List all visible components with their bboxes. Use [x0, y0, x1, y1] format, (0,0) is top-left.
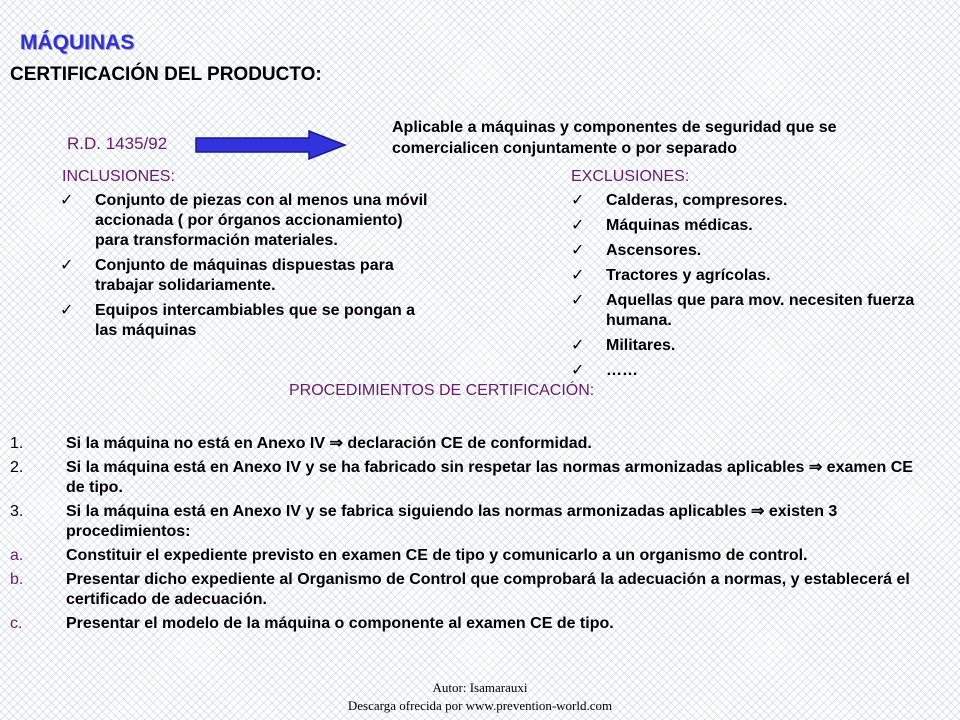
list-item: [571, 241, 956, 261]
list-item-text: Máquinas médicas.: [606, 217, 753, 234]
check-icon: ✓: [571, 337, 585, 354]
exclusions-heading: EXCLUSIONES:: [571, 168, 690, 185]
check-icon: ✓: [571, 292, 585, 309]
check-icon: ✓: [571, 362, 585, 379]
list-item-text: Constituir el expediente previsto en examen CE de tipo y comunicarlo a un organismo de control.: [66, 547, 808, 564]
item-number: 3.: [10, 503, 24, 520]
list-item-text: Tractores y agrícolas.: [606, 267, 771, 284]
check-icon: ✓: [571, 192, 585, 209]
check-icon: ✓: [60, 192, 74, 209]
slide-subtitle: CERTIFICACIÓN DEL PRODUCTO:: [10, 64, 322, 85]
slide-title: MÁQUINAS: [20, 31, 135, 54]
item-letter: a.: [10, 547, 24, 564]
list-item-text: Presentar dicho expediente al Organismo de Control que comprobará la adecuación a normas, y establecerá el certificado de adecuación.: [66, 571, 910, 608]
check-icon: ✓: [60, 257, 74, 274]
item-number: 1.: [10, 435, 24, 452]
exclusions-list: [571, 191, 956, 386]
item-number: 2.: [10, 459, 24, 476]
list-item-text: Ascensores.: [606, 242, 702, 259]
procedures-heading: PROCEDIMIENTOS DE CERTIFICACIÓN:: [289, 382, 595, 399]
inclusions-list: [60, 191, 440, 346]
applicable-text: Aplicable a máquinas y componentes de seguridad que se comercialicen conjuntamente o por separado: [392, 119, 837, 157]
list-item: [571, 361, 956, 381]
list-item-text: Conjunto de piezas con al menos una móvil accionada ( por órganos accionamiento) para transformación materiales.: [95, 192, 428, 249]
list-item-text: Equipos intercambiables que se pongan a las máquinas: [95, 302, 416, 339]
check-icon: ✓: [571, 267, 585, 284]
list-item: [10, 570, 930, 610]
list-item: [60, 301, 440, 341]
check-icon: ✓: [571, 242, 585, 259]
list-item: [10, 434, 930, 454]
list-item: [571, 216, 956, 236]
list-item: [571, 336, 956, 356]
inclusions-heading: INCLUSIONES:: [62, 168, 175, 185]
item-letter: b.: [10, 571, 24, 588]
list-item: [60, 256, 440, 296]
list-item-text: Calderas, compresores.: [606, 192, 788, 209]
footer-download-credit: Descarga ofrecida por www.prevention-world.com: [347, 698, 613, 713]
list-item: [10, 614, 930, 634]
list-item: [10, 458, 930, 498]
list-item: [10, 546, 930, 566]
list-item-text: Conjunto de máquinas dispuestas para trabajar solidariamente.: [95, 257, 394, 294]
list-item: [10, 502, 930, 542]
list-item: [60, 191, 440, 251]
list-item-text: Aquellas que para mov. necesiten fuerza humana.: [606, 292, 915, 329]
footer-author: Autor: Isamarauxi: [432, 680, 528, 695]
list-item-text: Si la máquina está en Anexo IV y se fabrica siguiendo las normas armonizadas aplicables ⇒ existen 3 procedimientos:: [66, 503, 838, 540]
right-arrow-icon: [195, 130, 347, 160]
list-item-text: ……: [606, 362, 638, 379]
list-item-text: Si la máquina está en Anexo IV y se ha fabricado sin respetar las normas armonizadas aplicables ⇒ examen CE de tipo.: [66, 459, 913, 496]
list-item: [571, 266, 956, 286]
list-item-text: Presentar el modelo de la máquina o componente al examen CE de tipo.: [66, 615, 614, 632]
list-item: [571, 191, 956, 211]
procedures-list: [10, 434, 930, 638]
check-icon: ✓: [571, 217, 585, 234]
list-item-text: Militares.: [606, 337, 676, 354]
item-letter: c.: [10, 615, 23, 632]
rd-label: R.D. 1435/92: [67, 134, 168, 153]
check-icon: ✓: [60, 302, 74, 319]
list-item-text: Si la máquina no está en Anexo IV ⇒ declaración CE de conformidad.: [66, 435, 592, 452]
list-item: [571, 291, 956, 331]
